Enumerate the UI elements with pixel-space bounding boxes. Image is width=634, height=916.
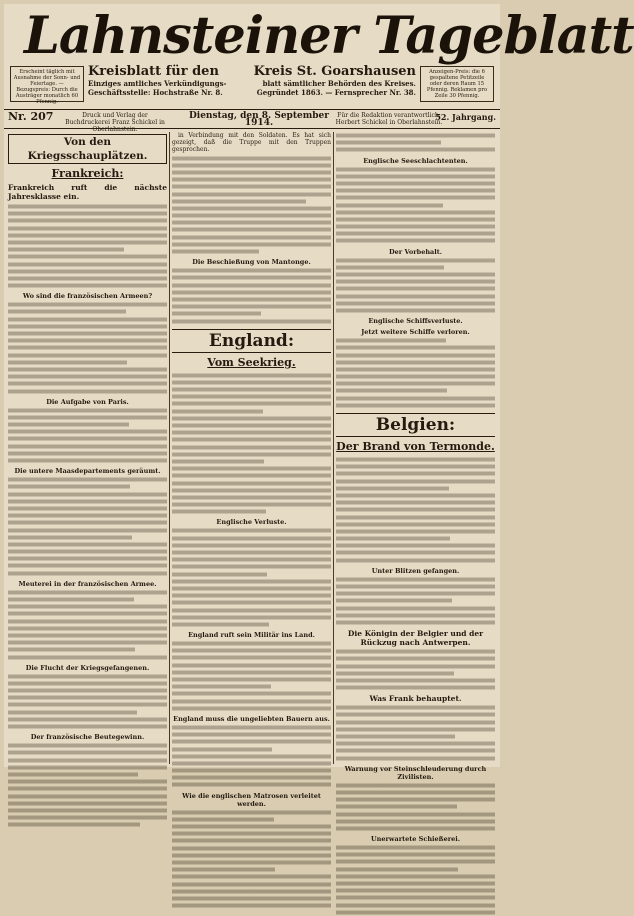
volume-year: 52. Jahrgang. — [435, 112, 496, 122]
subheading: England ruft sein Militär ins Land. — [188, 631, 315, 640]
issue-info-bar — [4, 109, 500, 133]
article-body — [172, 155, 331, 256]
article-body — [172, 267, 331, 325]
article-body — [336, 257, 495, 315]
heading-naval-war: Vom Seekrieg. — [207, 355, 296, 369]
subheading: Jetzt weitere Schiffe verloren. — [361, 328, 470, 337]
subheading: Unerwartete Schießerei. — [370, 835, 461, 844]
article-body — [8, 589, 167, 661]
advert-price-box: Anzeigen-Preis: die 6 gespaltene Petitzeile oder deren Raum 15 Pfennig. Reklamen pro Zeile 30 Pfennig. — [420, 66, 494, 102]
subheading: Warnung vor Steinschleuderung durch Zivilisten. — [344, 764, 487, 781]
subheading: Wie die englischen Matrosen verleitet werden. — [182, 791, 321, 808]
article-body — [172, 809, 331, 910]
subheading: Die Aufgabe von Paris. — [46, 397, 129, 406]
newspaper-title: Lahnsteiner Tageblatt — [24, 6, 634, 66]
subtitle-line2-right: blatt sämtlicher Behörden des Kreises. — [262, 79, 416, 88]
article-body — [336, 648, 495, 691]
issue-date: Dienstag, den 8. September 1914. — [188, 111, 330, 128]
subheading: Meuterei in der französischen Armee. — [18, 579, 157, 588]
article-body — [8, 742, 167, 828]
editor-line: Für die Redaktion verantwortlich: Herbert Schickel in Oberlahnstein. — [335, 112, 443, 126]
article-body — [336, 844, 495, 916]
subheading: Die untere Maasdepartements geräumt. — [14, 467, 161, 476]
masthead — [4, 4, 634, 109]
subheading: Die Beschießung von Mantonge. — [192, 258, 311, 267]
subtitle-left: Kreisblatt für den — [88, 64, 219, 79]
article-body — [336, 782, 495, 832]
heading-termonde: Der Brand von Termonde. — [336, 440, 495, 453]
article-body — [336, 576, 495, 626]
masthead-subtitle — [88, 64, 416, 104]
subtitle-right: Kreis St. Goarshausen — [253, 64, 416, 79]
article-body — [8, 407, 167, 465]
subheading: Unter Blitzen gefangen. — [371, 566, 460, 575]
article-body — [8, 203, 167, 289]
subheading: Was Frank behauptet. — [369, 694, 462, 704]
subheading: Englische Verluste. — [216, 518, 287, 527]
column-rule — [333, 132, 334, 764]
office-address: Geschäftsstelle: Hochstraße Nr. 8. — [88, 88, 223, 97]
heading-belgium: Belgien: — [336, 413, 495, 437]
subheading: Englische Seeschlachtenten. — [363, 156, 468, 165]
article-headline: Frankreich ruft die nächste Jahresklasse ein. — [8, 183, 167, 201]
article-body — [172, 724, 331, 789]
subheading: Die Flucht der Kriegsgefangenen. — [25, 663, 150, 672]
column-2 — [172, 132, 331, 808]
subheading: Der Vorbehalt. — [388, 247, 443, 256]
article-body — [336, 166, 495, 245]
column-rule — [169, 132, 170, 764]
subheading: Die Königin der Belgier und der Rückzug nach Antwerpen. — [347, 629, 484, 648]
article-body — [172, 372, 331, 516]
subheading: England muss die ungeliebten Bauern aus. — [173, 714, 330, 723]
article-body — [8, 673, 167, 731]
subscription-info-box: Erscheint täglich mit Ausnahme der Sonn- und Feiertage. — Bezugspreis: Durch die Austräger monatlich 60 Pfennig. — [10, 66, 84, 102]
article-body — [172, 640, 331, 712]
article-body — [336, 456, 495, 564]
article-body — [8, 301, 167, 394]
subheading: Der französische Beutegewinn. — [30, 733, 145, 742]
article-body — [8, 476, 167, 577]
column-3 — [336, 132, 495, 844]
article-body — [172, 527, 331, 628]
heading-england: England: — [172, 329, 331, 353]
issue-number: Nr. 207 — [8, 110, 54, 123]
article-body — [336, 132, 495, 154]
subheading: Wo sind die französischen Armeen? — [22, 292, 153, 301]
column-1 — [8, 132, 167, 764]
article-text: in Verbindung mit den Soldaten. Es hat sich gezeigt, daß die Truppe mit den Truppen gesprochen. — [172, 132, 331, 154]
article-body — [336, 337, 495, 409]
section-heading-war: Von den Kriegsschauplätzen. — [8, 134, 167, 164]
founded-phone: Gegründet 1863. — Fernsprecher Nr. 38. — [256, 88, 416, 97]
heading-france: Frankreich: — [51, 167, 124, 180]
article-body — [336, 704, 495, 762]
newspaper-page — [4, 4, 634, 844]
subtitle-line2-left: Einziges amtliches Verkündigungs- — [88, 79, 227, 88]
publisher-line: Druck und Verlag der Buchdruckerei Franz Schickel in Oberlahnstein. — [65, 112, 165, 133]
subheading: Englische Schiffsverluste. — [368, 317, 463, 326]
